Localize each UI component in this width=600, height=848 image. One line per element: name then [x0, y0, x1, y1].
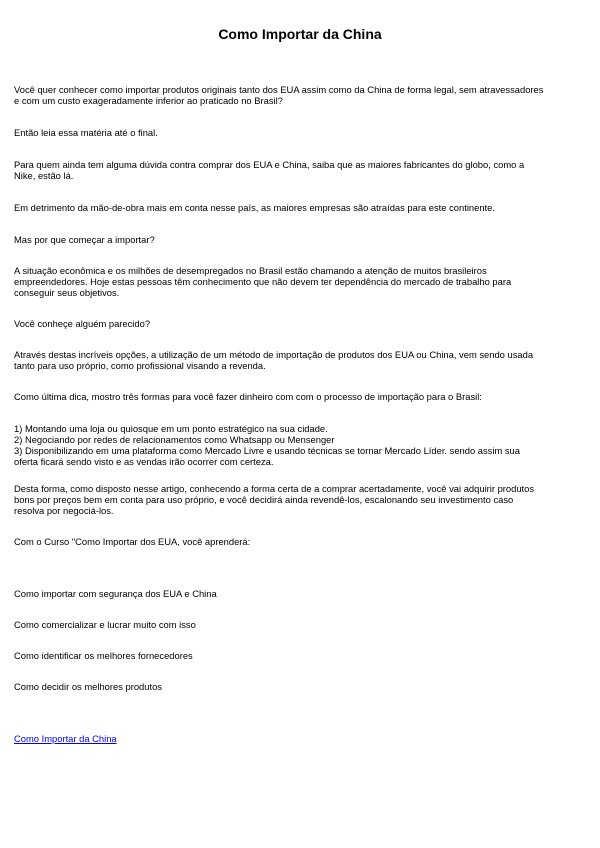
- conclusion-line-2: bons por preços bem em conta para uso próprio, e você decidirá ainda revendê-los, escalonando seu investimento caso: [14, 494, 514, 505]
- intro-line-1: Você quer conhecer como importar produtos originais tanto dos EUA assim como da China de forma legal, sem atravessadores: [14, 84, 544, 95]
- why-import-paragraph: Mas por que começar a importar?: [14, 234, 155, 245]
- method-line-1: Através destas incríveis opções, a utilização de um método de importação de produtos dos EUA ou China, vem sendo usada: [14, 349, 534, 360]
- economy-line-1: A situação econômica e os milhões de desempregados no Brasil estão chamando a atenção de muitos brasileiros: [14, 265, 487, 276]
- manufacturers-line-1: Para quem ainda tem alguma dúvida contra comprar dos EUA e China, saiba que as maiores fabricantes do globo, como a: [14, 159, 525, 170]
- ways-list: [14, 423, 588, 467]
- manufacturers-line-2: Nike, estão lá.: [14, 170, 74, 181]
- footer-link[interactable]: Como Importar da China: [14, 733, 117, 744]
- economy-line-2: empreendedores. Hoje estas pessoas têm conhecimento que não devem ter dependência do mercado de trabalho para: [14, 276, 512, 287]
- learn-item-4: Como decidir os melhores produtos: [14, 681, 162, 692]
- learn-item-2: Como comercializar e lucrar muito com isso: [14, 619, 196, 630]
- economy-paragraph: [14, 265, 588, 298]
- learn-item-1: Como importar com segurança dos EUA e China: [14, 588, 217, 599]
- labor-paragraph: Em detrimento da mão-de-obra mais em conta nesse país, as maiores empresas são atraídas para este continente.: [14, 202, 495, 213]
- ways-item-3-cont: oferta ficará sendo visto e as vendas irão ocorrer com certeza.: [14, 456, 274, 467]
- conclusion-paragraph: [14, 483, 588, 516]
- method-paragraph: [14, 349, 588, 371]
- course-intro-paragraph: Com o Curso "Como Importar dos EUA, você aprenderá:: [14, 536, 251, 547]
- tips-paragraph: Como última dica, mostro três formas para você fazer dinheiro com com o processo de importação para o Brasil:: [14, 391, 482, 402]
- conclusion-line-3: resolva por negociá-los.: [14, 505, 114, 516]
- page-title: Como Importar da China: [218, 26, 382, 42]
- ways-item-1: 1) Montando uma loja ou quiosque em um ponto estratégico na sua cidade.: [14, 423, 328, 434]
- intro-paragraph: [14, 84, 588, 106]
- know-someone-paragraph: Você conheçe alguém parecido?: [14, 318, 151, 329]
- method-line-2: tanto para uso próprio, como profissional visando a revenda.: [14, 360, 266, 371]
- ways-item-2: 2) Negociando por redes de relacionamentos como Whatsapp ou Mensenger: [14, 434, 335, 445]
- learn-item-3: Como identificar os melhores fornecedores: [14, 650, 193, 661]
- manufacturers-paragraph: [14, 159, 588, 181]
- economy-line-3: conseguir seus objetivos.: [14, 287, 120, 298]
- intro-line-2: e com um custo exageradamente inferior ao praticado no Brasil?: [14, 95, 283, 106]
- read-on-paragraph: Então leia essa matéria até o final.: [14, 127, 158, 138]
- conclusion-line-1: Desta forma, como disposto nesse artigo, conhecendo a forma certa de a comprar acertadamente, você vai adquirir produtos: [14, 483, 535, 494]
- ways-item-3: 3) Disponibilizando em uma plataforma como Mercado Livre e usando técnicas se tornar Mercado Líder. sendo assim sua: [14, 445, 520, 456]
